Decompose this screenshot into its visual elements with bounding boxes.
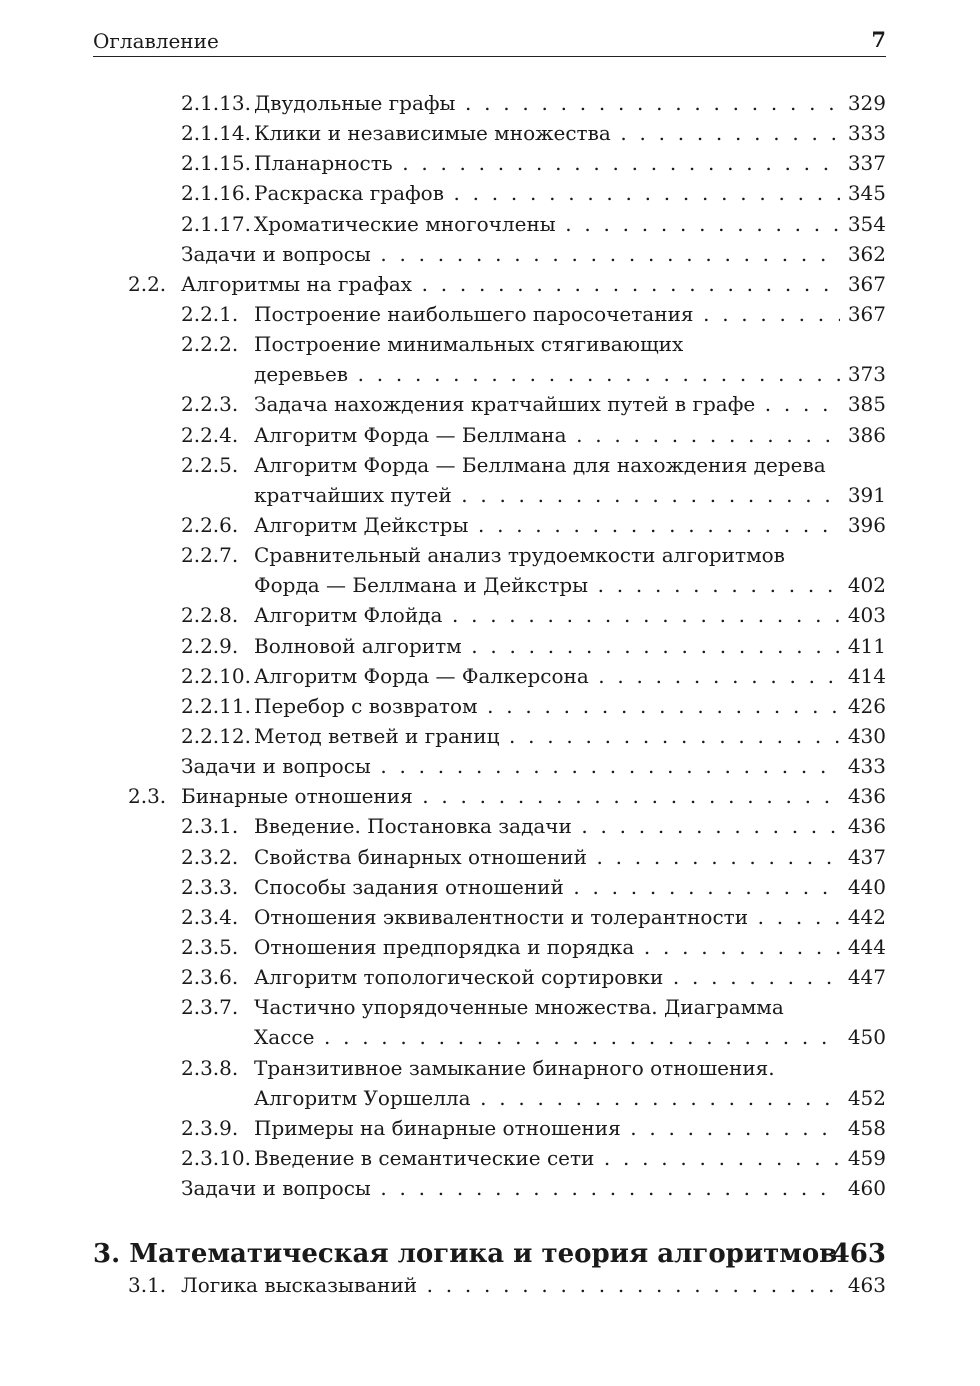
entry-page: 362 bbox=[847, 241, 886, 266]
entry-number: 2.3. bbox=[128, 784, 167, 809]
entry-page: 386 bbox=[847, 422, 886, 447]
entry-title: Способы задания отношений . . . bbox=[254, 875, 840, 899]
entry-page: 414 bbox=[847, 663, 886, 688]
chapter-page: 463 bbox=[831, 1239, 886, 1269]
entry-number: 2.1.17. bbox=[181, 211, 251, 236]
entry-title: деревьев . . . bbox=[254, 362, 840, 386]
toc-entry[interactable] bbox=[0, 1113, 980, 1143]
entry-title: Хассе . . . bbox=[254, 1025, 840, 1049]
chapter-title: 3. Математическая логика и теория алгоритмов bbox=[93, 1239, 838, 1269]
entry-page: 337 bbox=[847, 151, 886, 176]
entry-page: 402 bbox=[847, 573, 886, 598]
toc-section[interactable] bbox=[0, 269, 980, 299]
entry-page: 430 bbox=[847, 723, 886, 748]
entry-number: 2.2.10. bbox=[181, 663, 251, 688]
entry-title: кратчайших путей . . . bbox=[254, 483, 840, 507]
entry-number: 2.3.2. bbox=[181, 844, 239, 869]
toc-entry[interactable] bbox=[0, 751, 980, 781]
entry-page: 391 bbox=[847, 482, 886, 507]
toc-entry[interactable] bbox=[0, 902, 980, 932]
entry-number: 2.3.6. bbox=[181, 965, 239, 990]
toc-entry[interactable] bbox=[0, 88, 980, 118]
toc-entry[interactable] bbox=[0, 1143, 980, 1173]
toc-entry[interactable] bbox=[0, 631, 980, 661]
entry-title: Алгоритм Форда — Беллмана . . . bbox=[254, 423, 840, 447]
entry-page: 436 bbox=[847, 784, 886, 809]
toc-entry[interactable] bbox=[0, 872, 980, 902]
entry-number: 2.2.5. bbox=[181, 452, 239, 477]
entry-number: 2.1.15. bbox=[181, 151, 251, 176]
entry-title: Задачи и вопросы . . . bbox=[181, 754, 840, 778]
entry-title: Алгоритмы на графах . . . bbox=[181, 272, 840, 296]
toc-entry[interactable] bbox=[0, 600, 980, 630]
entry-number: 2.2.1. bbox=[181, 301, 239, 326]
entry-number: 2.2.7. bbox=[181, 543, 239, 568]
entry-title: Задача нахождения кратчайших путей в графе . . . bbox=[254, 392, 840, 416]
entry-title: Алгоритм Форда — Беллмана для нахождения дерева bbox=[254, 452, 826, 477]
entry-title: Построение минимальных стягивающих bbox=[254, 332, 684, 357]
entry-title: Волновой алгоритм . . . bbox=[254, 634, 840, 658]
entry-page: 403 bbox=[847, 603, 886, 628]
entry-title: Двудольные графы . . . bbox=[254, 91, 840, 115]
entry-title: Алгоритм Уоршелла . . . bbox=[254, 1086, 840, 1110]
toc-entry-continuation[interactable] bbox=[0, 359, 980, 389]
toc-entry[interactable] bbox=[0, 389, 980, 419]
entry-page: 444 bbox=[847, 934, 886, 959]
entry-page: 385 bbox=[847, 392, 886, 417]
entry-number: 2.3.3. bbox=[181, 874, 239, 899]
toc-entry-continuation[interactable] bbox=[0, 480, 980, 510]
entry-page: 333 bbox=[847, 121, 886, 146]
entry-title: Транзитивное замыкание бинарного отношения. bbox=[254, 1055, 775, 1080]
entry-number: 2.3.8. bbox=[181, 1055, 239, 1080]
toc-entry[interactable] bbox=[0, 811, 980, 841]
entry-number: 2.2.12. bbox=[181, 723, 251, 748]
toc-entry[interactable] bbox=[0, 661, 980, 691]
entry-page: 433 bbox=[847, 754, 886, 779]
entry-title: Введение. Постановка задачи . . . bbox=[254, 814, 840, 838]
entry-number: 2.2.2. bbox=[181, 332, 239, 357]
entry-number: 2.2. bbox=[128, 271, 167, 296]
entry-number: 3.1. bbox=[128, 1273, 167, 1297]
entry-page: 463 bbox=[847, 1273, 886, 1297]
entry-title: Перебор с возвратом . . . bbox=[254, 694, 840, 718]
entry-title: Алгоритм Флойда . . . bbox=[254, 603, 840, 627]
toc-entry-continuation[interactable] bbox=[0, 1022, 980, 1052]
entry-number: 2.2.9. bbox=[181, 633, 239, 658]
entry-title: Бинарные отношения . . . bbox=[181, 784, 840, 808]
entry-number: 2.2.3. bbox=[181, 392, 239, 417]
entry-number: 2.2.4. bbox=[181, 422, 239, 447]
toc-entry[interactable] bbox=[0, 962, 980, 992]
entry-page: 373 bbox=[847, 362, 886, 387]
entry-title: Раскраска графов . . . bbox=[254, 181, 840, 205]
toc-entry[interactable] bbox=[0, 1173, 980, 1203]
entry-page: 396 bbox=[847, 512, 886, 537]
entry-title: Задачи и вопросы . . . bbox=[181, 242, 840, 266]
entry-title: Свойства бинарных отношений . . . bbox=[254, 845, 840, 869]
entry-page: 442 bbox=[847, 904, 886, 929]
entry-page: 411 bbox=[847, 633, 886, 658]
entry-page: 345 bbox=[847, 181, 886, 206]
toc-entry[interactable] bbox=[0, 842, 980, 872]
entry-page: 452 bbox=[847, 1085, 886, 1110]
entry-page: 437 bbox=[847, 844, 886, 869]
entry-title: Форда — Беллмана и Дейкстры . . . bbox=[254, 573, 840, 597]
toc-list bbox=[0, 88, 980, 1203]
entry-number: 2.2.11. bbox=[181, 693, 251, 718]
entry-page: 459 bbox=[847, 1145, 886, 1170]
toc-entry[interactable] bbox=[0, 992, 980, 1022]
toc-entry[interactable] bbox=[0, 450, 980, 480]
entry-number: 2.1.14. bbox=[181, 121, 251, 146]
toc-entry-continuation[interactable] bbox=[0, 570, 980, 600]
entry-title: Метод ветвей и границ . . . bbox=[254, 724, 840, 748]
toc-entry[interactable] bbox=[0, 1053, 980, 1083]
entry-title: Планарность . . . bbox=[254, 151, 840, 175]
entry-title: Алгоритм Форда — Фалкерсона . . . bbox=[254, 664, 840, 688]
entry-title: Примеры на бинарные отношения . . . bbox=[254, 1116, 840, 1140]
toc-section[interactable] bbox=[0, 781, 980, 811]
entry-title: Задачи и вопросы . . . bbox=[181, 1176, 840, 1200]
entry-page: 450 bbox=[847, 1025, 886, 1050]
entry-page: 367 bbox=[847, 301, 886, 326]
entry-title: Отношения предпорядка и порядка . . . bbox=[254, 935, 840, 959]
toc-entry[interactable] bbox=[0, 299, 980, 329]
toc-entry[interactable] bbox=[0, 148, 980, 178]
entry-page: 440 bbox=[847, 874, 886, 899]
entry-page: 329 bbox=[847, 91, 886, 115]
entry-number: 2.3.10. bbox=[181, 1145, 251, 1170]
entry-page: 426 bbox=[847, 693, 886, 718]
toc-entry[interactable] bbox=[0, 178, 980, 208]
entry-number: 2.2.8. bbox=[181, 603, 239, 628]
entry-number: 2.3.7. bbox=[181, 995, 239, 1020]
entry-number: 2.2.6. bbox=[181, 512, 239, 537]
entry-title: Частично упорядоченные множества. Диаграмма bbox=[254, 995, 784, 1020]
entry-title: Клики и независимые множества . . . bbox=[254, 121, 840, 145]
entry-title: Введение в семантические сети . . . bbox=[254, 1146, 840, 1170]
entry-number: 2.3.5. bbox=[181, 934, 239, 959]
chapter-heading[interactable] bbox=[93, 1236, 886, 1272]
toc-entry[interactable] bbox=[0, 510, 980, 540]
entry-number: 2.3.1. bbox=[181, 814, 239, 839]
toc-entry[interactable] bbox=[0, 239, 980, 269]
toc-entry[interactable] bbox=[0, 420, 980, 450]
entry-page: 458 bbox=[847, 1115, 886, 1140]
entry-page: 447 bbox=[847, 965, 886, 990]
entry-page: 436 bbox=[847, 814, 886, 839]
toc-entry[interactable] bbox=[0, 329, 980, 359]
entry-page: 354 bbox=[847, 211, 886, 236]
chapter-toc-list bbox=[0, 1270, 980, 1300]
entry-number: 2.3.4. bbox=[181, 904, 239, 929]
toc-section[interactable] bbox=[0, 1270, 980, 1300]
entry-title: Алгоритм Дейкстры . . . bbox=[254, 513, 840, 537]
toc-entry[interactable] bbox=[0, 118, 980, 148]
entry-title: Построение наибольшего паросочетания . . . bbox=[254, 302, 840, 326]
toc-entry[interactable] bbox=[0, 932, 980, 962]
entry-title: Хроматические многочлены . . . bbox=[254, 212, 840, 236]
toc-entry[interactable] bbox=[0, 209, 980, 239]
entry-number: 2.1.16. bbox=[181, 181, 251, 206]
toc-entry[interactable] bbox=[0, 540, 980, 570]
entry-page: 460 bbox=[847, 1176, 886, 1201]
toc-entry[interactable] bbox=[0, 721, 980, 751]
entry-number: 2.3.9. bbox=[181, 1115, 239, 1140]
entry-title: Отношения эквивалентности и толерантности . . . bbox=[254, 905, 840, 929]
entry-number: 2.1.13. bbox=[181, 91, 251, 115]
header-page-number: 7 bbox=[871, 27, 886, 52]
entry-title: Логика высказываний . . . bbox=[181, 1273, 840, 1297]
entry-page: 367 bbox=[847, 271, 886, 296]
toc-entry[interactable] bbox=[0, 691, 980, 721]
header-title: Оглавление bbox=[93, 29, 219, 53]
entry-title: Сравнительный анализ трудоемкости алгоритмов bbox=[254, 543, 785, 568]
entry-title: Алгоритм топологической сортировки . . . bbox=[254, 965, 840, 989]
running-header bbox=[93, 26, 886, 57]
toc-entry-continuation[interactable] bbox=[0, 1083, 980, 1113]
